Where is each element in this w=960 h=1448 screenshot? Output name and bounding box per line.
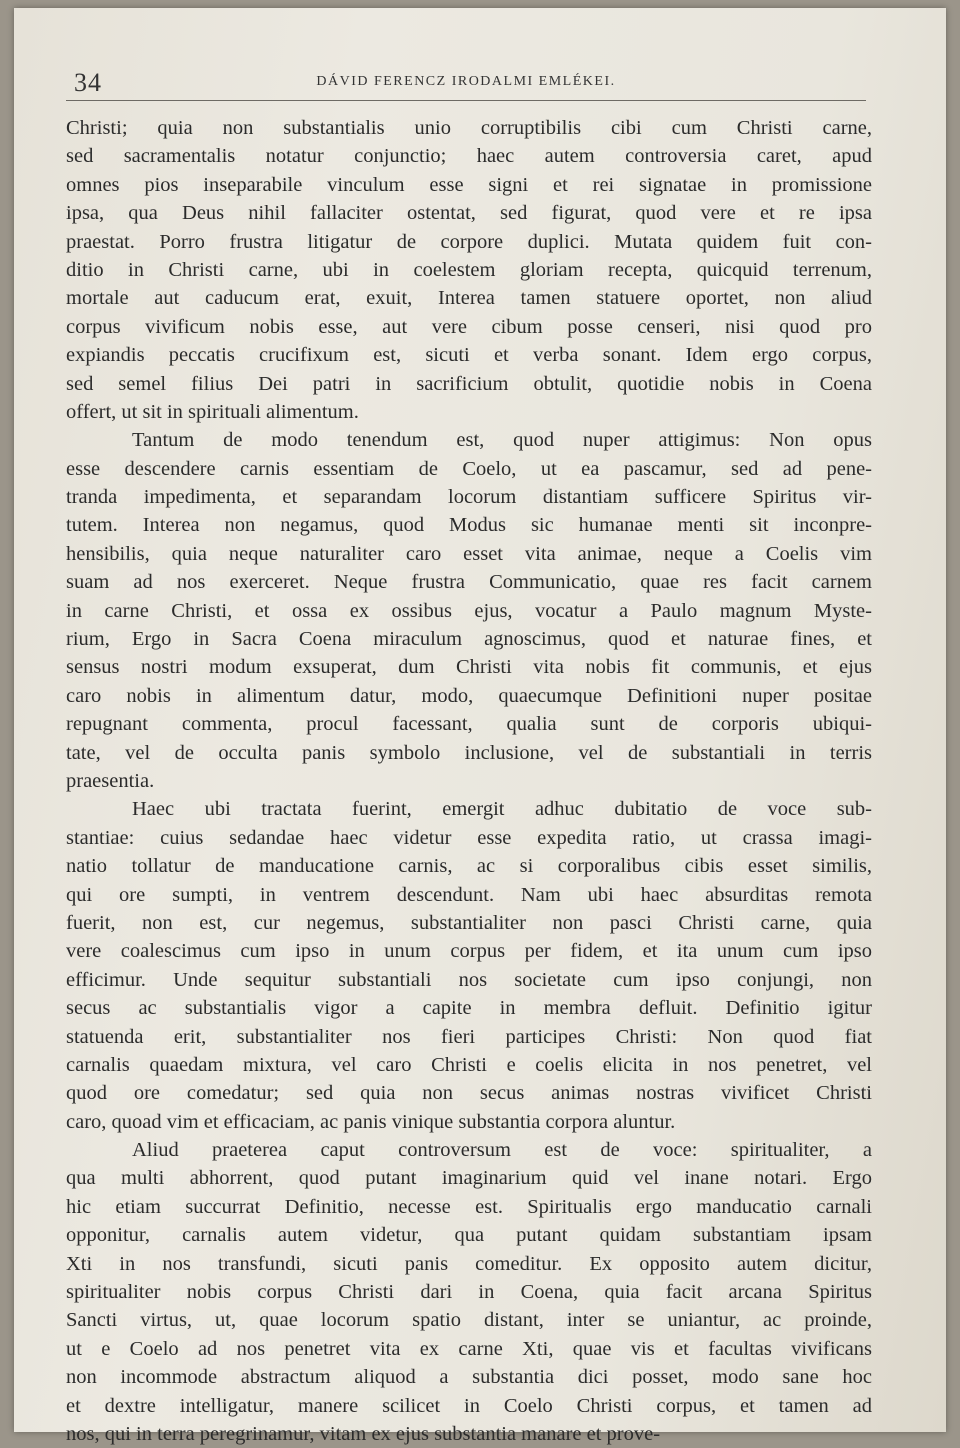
text-line: praestat. Porro frustra litigatur de corpore duplici. Mutata quidem fuit con- [66,230,872,253]
text-line: ipsa, qua Deus nihil fallaciter ostentat, sed figurat, quod vere et re ipsa [66,202,872,225]
text-line: natio tollatur de manducatione carnis, ac si corporalibus cibis esset similis, [66,855,872,878]
text-line: Aliud praeterea caput controversum est de voce: spiritualiter, a [132,1139,872,1162]
text-line: qui ore sumpti, in ventrem descendunt. Nam ubi haec absurditas remota [66,883,872,906]
text-line: Tantum de modo tenendum est, quod nuper attigimus: Non opus [132,429,872,452]
text-line: vere coalescimus cum ipso in unum corpus per fidem, et ita unum cum ipso [66,940,872,963]
text-line: offert, ut sit in spirituali alimentum. [66,400,359,423]
text-line: in carne Christi, et ossa ex ossibus ejus, vocatur a Paulo magnum Myste- [66,599,872,622]
text-line: ditio in Christi carne, ubi in coelestem gloriam recepta, quicquid terrenum, [66,258,872,281]
text-line: secus ac substantialis vigor a capite in membra defluit. Definitio igitur [66,997,872,1020]
text-line: praesentia. [66,769,155,792]
text-line: ut e Coelo ad nos penetret vita ex carne Xti, quae vis et facultas vivificans [66,1337,872,1360]
text-line: opponitur, carnalis autem videtur, qua putant quidam substantiam ipsam [66,1224,872,1247]
text-line: non incommode abstractum aliquod a substantia dici posset, modo sane hoc [66,1366,872,1389]
text-line: caro, quoad vim et efficaciam, ac panis vinique substantia corpora aluntur. [66,1110,676,1133]
page-header [66,64,866,101]
text-line: nos, qui in terra peregrinamur, vitam ex ejus substantia manare et prove- [66,1422,661,1445]
text-line: rium, Ergo in Sacra Coena miraculum agnoscimus, quod et naturae fines, et [66,628,872,651]
text-line: statuenda erit, substantialiter nos fieri participes Christi: Non quod fiat [66,1025,872,1048]
book-page [14,8,946,1445]
text-line: et dextre intelligatur, manere scilicet in Coelo Christi corpus, et tamen ad [66,1394,872,1417]
text-line: caro nobis in alimentum datur, modo, quaecumque Definitioni nuper positae [66,684,872,707]
text-line: stantiae: cuius sedandae haec videtur esse expedita ratio, ut crassa imagi- [66,826,872,849]
text-line: quod ore comedatur; sed quia non secus animas nostras vivificet Christi [66,1082,872,1105]
text-line: efficimur. Unde sequitur substantiali nos societate cum ipso conjungi, non [66,968,872,991]
text-line: qua multi abhorrent, quod putant imaginarium quid vel inane notari. Ergo [66,1167,872,1190]
text-line: tate, vel de occulta panis symbolo inclusione, vel de substantiali in terris [66,741,872,764]
text-line: tutem. Interea non negamus, quod Modus sic humanae menti sit inconpre- [66,514,872,537]
text-line: mortale aut caducum erat, exuit, Interea tamen statuere oportet, non aliud [66,287,872,310]
text-line: carnalis quaedam mixtura, vel caro Christi e coelis elicita in nos penetret, vel [66,1053,872,1076]
text-line: fuerit, non est, cur negemus, substantialiter non pasci Christi carne, quia [66,911,872,934]
text-line: sed semel filius Dei patri in sacrificium obtulit, quotidie nobis in Coena [66,372,872,395]
text-line: tranda impedimenta, et separandam locorum distantiam sufficere Spiritus vir- [66,486,872,509]
text-line: spiritualiter nobis corpus Christi dari in Coena, quia facit arcana Spiritus [66,1281,872,1304]
text-line: sed sacramentalis notatur conjunctio; haec autem controversia caret, apud [66,145,872,168]
text-line: hic etiam succurrat Definitio, necesse est. Spiritualis ergo manducatio carnali [66,1195,872,1218]
text-line: Sancti virtus, ut, quae locorum spatio distant, inter se uniantur, ac proinde, [66,1309,872,1332]
text-line: repugnant commenta, procul facessant, qualia sunt de corporis ubiqui- [66,713,872,736]
text-line: corpus vivificum nobis esse, aut vere cibum posse censeri, nisi quod pro [66,315,872,338]
text-line: suam ad nos exerceret. Neque frustra Communicatio, quae res facit carnem [66,571,872,594]
text-line: Haec ubi tractata fuerint, emergit adhuc dubitatio de voce sub- [132,798,872,821]
page-number: 34 [74,68,102,97]
text-line: hensibilis, quia neque naturaliter caro esset vita animae, neque a Coelis vim [66,542,872,565]
text-line: Xti in nos transfundi, sicuti panis comeditur. Ex opposito autem dicitur, [66,1252,872,1275]
running-head: DÁVID FERENCZ IRODALMI EMLÉKEI. [316,74,616,89]
text-line: esse descendere carnis essentiam de Coelo, ut ea pascamur, sed ad pene- [66,457,872,480]
text-line: omnes pios inseparabile vinculum esse signi et rei signatae in promissione [66,173,872,196]
text-line: expiandis peccatis crucifixum est, sicuti et verba sonant. Idem ergo corpus, [66,344,872,367]
body-text [66,114,872,1448]
text-line: Christi; quia non substantialis unio corruptibilis cibi cum Christi carne, [66,117,872,139]
text-line: sensus nostri modum exsuperat, dum Christi vita nobis fit communis, et ejus [66,656,872,679]
